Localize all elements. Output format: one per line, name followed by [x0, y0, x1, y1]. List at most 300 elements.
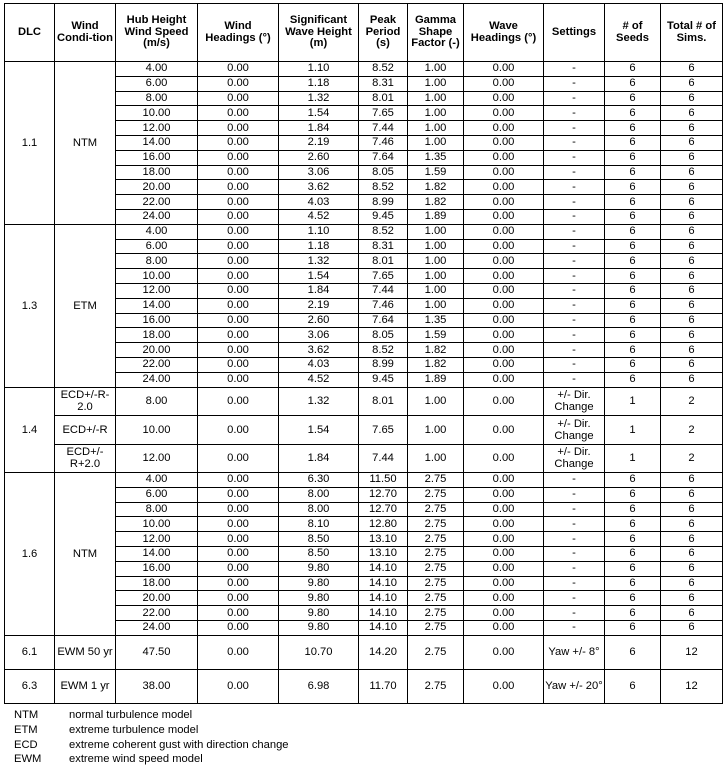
table-cell: 22.00 — [116, 357, 198, 372]
table-cell: 0.00 — [198, 343, 279, 358]
table-cell: 3.62 — [279, 343, 359, 358]
table-cell: 2.75 — [408, 517, 464, 532]
table-cell: - — [544, 591, 605, 606]
table-cell: 10.00 — [116, 106, 198, 121]
table-cell: 16.00 — [116, 150, 198, 165]
table-cell: 1.1 — [5, 62, 55, 225]
table-cell: 0.00 — [464, 180, 544, 195]
table-cell: 9.45 — [359, 372, 408, 387]
table-cell: 1.00 — [408, 76, 464, 91]
table-cell: 0.00 — [198, 372, 279, 387]
table-cell: ECD+/-R-2.0 — [55, 387, 116, 416]
table-row — [5, 635, 723, 669]
table-cell: 4.00 — [116, 62, 198, 77]
table-cell: 0.00 — [464, 269, 544, 284]
table-cell: 0.00 — [464, 502, 544, 517]
table-cell: 1.82 — [408, 180, 464, 195]
table-cell: - — [544, 135, 605, 150]
table-cell: 1.00 — [408, 283, 464, 298]
table-cell: 6 — [661, 473, 723, 488]
column-header: Total # of Sims. — [661, 4, 723, 62]
table-cell: 6 — [661, 135, 723, 150]
table-cell: 2.75 — [408, 532, 464, 547]
table-cell: 6 — [661, 517, 723, 532]
table-cell: 0.00 — [464, 283, 544, 298]
table-cell: 6 — [661, 150, 723, 165]
table-cell: 2.60 — [279, 313, 359, 328]
table-cell: 13.10 — [359, 547, 408, 562]
legend-item — [14, 738, 289, 753]
table-cell: - — [544, 195, 605, 210]
table-cell: 6 — [661, 180, 723, 195]
table-cell: ECD+/-R — [55, 416, 116, 445]
table-cell: 0.00 — [198, 209, 279, 224]
table-cell: 4.03 — [279, 195, 359, 210]
table-cell: 0.00 — [198, 150, 279, 165]
legend-abbreviation: EWM — [14, 753, 42, 766]
table-cell: 6 — [605, 239, 661, 254]
table-cell: 6 — [605, 269, 661, 284]
table-cell: 1.35 — [408, 150, 464, 165]
table-cell: 1.00 — [408, 91, 464, 106]
legend-description: extreme turbulence model — [69, 723, 199, 736]
table-cell: 6 — [661, 269, 723, 284]
table-cell: 1 — [605, 416, 661, 445]
table-cell: 6.00 — [116, 487, 198, 502]
table-cell: 9.80 — [279, 606, 359, 621]
table-cell: 9.45 — [359, 209, 408, 224]
table-cell: 1.54 — [279, 106, 359, 121]
table-cell: 3.62 — [279, 180, 359, 195]
header-row — [5, 4, 723, 62]
table-cell: 0.00 — [198, 239, 279, 254]
table-cell: 6 — [605, 606, 661, 621]
table-cell: 6 — [661, 195, 723, 210]
table-cell: 0.00 — [198, 473, 279, 488]
legend-description: extreme wind speed model — [69, 753, 203, 766]
table-cell: 8.52 — [359, 180, 408, 195]
table-cell: 6 — [661, 298, 723, 313]
table-cell: - — [544, 62, 605, 77]
table-cell: 1.6 — [5, 473, 55, 636]
table-cell: 1.59 — [408, 165, 464, 180]
table-cell: 2.60 — [279, 150, 359, 165]
table-row — [5, 416, 723, 445]
table-cell: 0.00 — [198, 165, 279, 180]
table-cell: 6 — [605, 591, 661, 606]
table-cell: 1.32 — [279, 254, 359, 269]
table-cell: 2.75 — [408, 547, 464, 562]
table-cell: 6 — [605, 165, 661, 180]
table-cell: 0.00 — [464, 224, 544, 239]
table-cell: 6 — [661, 313, 723, 328]
table-cell: 6 — [661, 76, 723, 91]
table-cell: - — [544, 532, 605, 547]
table-cell: 0.00 — [464, 576, 544, 591]
table-cell: - — [544, 487, 605, 502]
table-cell: 0.00 — [464, 621, 544, 636]
table-cell: 4.00 — [116, 473, 198, 488]
table-cell: 0.00 — [198, 635, 279, 669]
table-cell: - — [544, 343, 605, 358]
table-cell: 14.00 — [116, 135, 198, 150]
table-cell: 6 — [605, 621, 661, 636]
table-cell: 0.00 — [464, 357, 544, 372]
table-cell: 1.00 — [408, 416, 464, 445]
table-cell: EWM 1 yr — [55, 669, 116, 703]
table-cell: - — [544, 91, 605, 106]
table-cell: 1.18 — [279, 239, 359, 254]
table-cell: 12.00 — [116, 532, 198, 547]
legend-description: extreme coherent gust with direction change — [69, 738, 289, 751]
table-cell: - — [544, 328, 605, 343]
table-cell: 1.00 — [408, 269, 464, 284]
table-cell: 6 — [661, 502, 723, 517]
table-cell: 8.52 — [359, 62, 408, 77]
table-cell: - — [544, 372, 605, 387]
table-cell: 0.00 — [464, 165, 544, 180]
table-cell: 4.00 — [116, 224, 198, 239]
table-cell: 1.00 — [408, 135, 464, 150]
table-cell: 0.00 — [464, 532, 544, 547]
column-header: # of Seeds — [605, 4, 661, 62]
table-cell: 8.52 — [359, 224, 408, 239]
legend-abbreviation: ECD — [14, 738, 38, 751]
table-cell: 20.00 — [116, 180, 198, 195]
table-cell: 0.00 — [464, 209, 544, 224]
table-cell: - — [544, 269, 605, 284]
table-cell: 4.52 — [279, 209, 359, 224]
table-cell: 8.50 — [279, 547, 359, 562]
table-cell: - — [544, 165, 605, 180]
table-cell: 0.00 — [198, 547, 279, 562]
table-cell: 1.32 — [279, 91, 359, 106]
table-cell: 6 — [661, 576, 723, 591]
table-cell: - — [544, 254, 605, 269]
table-cell: 6 — [605, 547, 661, 562]
table-cell: 0.00 — [464, 635, 544, 669]
table-cell: 3.06 — [279, 328, 359, 343]
table-cell: 2.75 — [408, 502, 464, 517]
table-cell: 0.00 — [198, 298, 279, 313]
table-cell: 0.00 — [198, 669, 279, 703]
table-cell: 6 — [661, 591, 723, 606]
table-cell: 2.75 — [408, 561, 464, 576]
table-cell: 0.00 — [464, 444, 544, 473]
table-cell: 6 — [605, 532, 661, 547]
table-cell: 1.32 — [279, 387, 359, 416]
table-cell: 6 — [661, 547, 723, 562]
table-cell: 6 — [661, 532, 723, 547]
table-cell: NTM — [55, 473, 116, 636]
table-cell: 0.00 — [198, 561, 279, 576]
table-cell: 13.10 — [359, 532, 408, 547]
table-cell: 1.84 — [279, 283, 359, 298]
table-cell: NTM — [55, 62, 116, 225]
table-cell: 1.82 — [408, 343, 464, 358]
table-cell: - — [544, 606, 605, 621]
table-cell: 2.75 — [408, 669, 464, 703]
table-cell: 1.00 — [408, 121, 464, 136]
table-cell: 6 — [661, 62, 723, 77]
table-cell: 2.19 — [279, 298, 359, 313]
table-row — [5, 224, 723, 239]
table-cell: 6.98 — [279, 669, 359, 703]
table-cell: 0.00 — [198, 91, 279, 106]
table-cell: 6.1 — [5, 635, 55, 669]
table-cell: 8.50 — [279, 532, 359, 547]
table-cell: 6 — [605, 328, 661, 343]
table-cell: 1.84 — [279, 444, 359, 473]
table-cell: - — [544, 239, 605, 254]
table-cell: 8.99 — [359, 195, 408, 210]
table-cell: 6 — [605, 517, 661, 532]
table-cell: 0.00 — [198, 502, 279, 517]
table-cell: 0.00 — [464, 62, 544, 77]
table-cell: 6 — [605, 473, 661, 488]
column-header: Wind Headings (°) — [198, 4, 279, 62]
table-cell: 7.44 — [359, 283, 408, 298]
column-header: Wave Headings (°) — [464, 4, 544, 62]
table-cell: 0.00 — [464, 195, 544, 210]
table-cell: 7.46 — [359, 298, 408, 313]
table-cell: - — [544, 224, 605, 239]
table-row — [5, 444, 723, 473]
table-cell: 1.89 — [408, 372, 464, 387]
table-cell: 1.00 — [408, 254, 464, 269]
table-cell: 6.3 — [5, 669, 55, 703]
table-cell: EWM 50 yr — [55, 635, 116, 669]
table-cell: 7.65 — [359, 106, 408, 121]
table-cell: 6.00 — [116, 239, 198, 254]
table-cell: 8.52 — [359, 343, 408, 358]
table-cell: +/- Dir. Change — [544, 387, 605, 416]
table-cell: 6 — [661, 165, 723, 180]
table-cell: 6 — [661, 343, 723, 358]
table-cell: 2.19 — [279, 135, 359, 150]
table-cell: 8.01 — [359, 91, 408, 106]
table-row — [5, 387, 723, 416]
legend-item — [14, 723, 289, 738]
table-cell: 14.00 — [116, 298, 198, 313]
table-cell: 6 — [605, 343, 661, 358]
table-cell: 0.00 — [198, 76, 279, 91]
table-cell: 8.00 — [279, 502, 359, 517]
table-cell: - — [544, 106, 605, 121]
table-cell: 16.00 — [116, 313, 198, 328]
table-cell: 0.00 — [464, 135, 544, 150]
table-cell: - — [544, 283, 605, 298]
table-cell: 9.80 — [279, 576, 359, 591]
table-cell: 2.75 — [408, 635, 464, 669]
table-row — [5, 62, 723, 77]
table-cell: 1.4 — [5, 387, 55, 473]
table-cell: 8.10 — [279, 517, 359, 532]
table-cell: 2.75 — [408, 473, 464, 488]
dlc-table — [4, 3, 723, 704]
table-cell: - — [544, 209, 605, 224]
table-cell: 1.54 — [279, 416, 359, 445]
table-cell: 6 — [605, 135, 661, 150]
table-cell: 2 — [661, 387, 723, 416]
table-cell: - — [544, 357, 605, 372]
column-header: DLC — [5, 4, 55, 62]
table-cell: 0.00 — [198, 387, 279, 416]
legend-item — [14, 708, 289, 723]
table-cell: 22.00 — [116, 195, 198, 210]
table-cell: 0.00 — [464, 91, 544, 106]
table-cell: 12.00 — [116, 121, 198, 136]
table-cell: 3.06 — [279, 165, 359, 180]
table-cell: 1.00 — [408, 387, 464, 416]
table-cell: 22.00 — [116, 606, 198, 621]
table-cell: 6 — [661, 621, 723, 636]
table-cell: 0.00 — [464, 343, 544, 358]
table-cell: 18.00 — [116, 576, 198, 591]
table-cell: 0.00 — [198, 621, 279, 636]
table-cell: 24.00 — [116, 209, 198, 224]
table-cell: 0.00 — [198, 283, 279, 298]
table-cell: 6 — [605, 254, 661, 269]
table-cell: 1.35 — [408, 313, 464, 328]
column-header: Settings — [544, 4, 605, 62]
table-cell: 7.64 — [359, 313, 408, 328]
table-cell: 6 — [605, 180, 661, 195]
table-cell: 8.00 — [116, 254, 198, 269]
table-cell: 0.00 — [198, 180, 279, 195]
table-cell: 6 — [605, 576, 661, 591]
table-cell: 6 — [661, 121, 723, 136]
table-cell: 6 — [661, 254, 723, 269]
table-cell: 16.00 — [116, 561, 198, 576]
table-cell: - — [544, 621, 605, 636]
table-cell: 2.75 — [408, 576, 464, 591]
table-cell: 24.00 — [116, 621, 198, 636]
table-cell: 14.10 — [359, 621, 408, 636]
table-cell: 12.70 — [359, 502, 408, 517]
table-cell: 0.00 — [198, 606, 279, 621]
table-cell: 8.00 — [116, 502, 198, 517]
table-cell: - — [544, 547, 605, 562]
table-cell: 12.00 — [116, 444, 198, 473]
table-cell: 1.82 — [408, 357, 464, 372]
table-cell: 14.20 — [359, 635, 408, 669]
table-cell: 4.03 — [279, 357, 359, 372]
table-cell: 4.52 — [279, 372, 359, 387]
table-row — [5, 473, 723, 488]
table-cell: 14.10 — [359, 561, 408, 576]
table-cell: 8.31 — [359, 239, 408, 254]
table-cell: 0.00 — [198, 416, 279, 445]
table-cell: 24.00 — [116, 372, 198, 387]
table-cell: 47.50 — [116, 635, 198, 669]
table-cell: 6 — [605, 62, 661, 77]
table-cell: 2 — [661, 444, 723, 473]
table-cell: 1.82 — [408, 195, 464, 210]
table-cell: 6 — [605, 150, 661, 165]
table-cell: 0.00 — [464, 473, 544, 488]
table-cell: 9.80 — [279, 591, 359, 606]
table-cell: +/- Dir. Change — [544, 444, 605, 473]
table-cell: 8.01 — [359, 254, 408, 269]
table-cell: 1.00 — [408, 444, 464, 473]
table-cell: 6 — [605, 91, 661, 106]
table-cell: 1.10 — [279, 224, 359, 239]
table-cell: 0.00 — [198, 591, 279, 606]
table-cell: 1.00 — [408, 106, 464, 121]
table-cell: 0.00 — [464, 561, 544, 576]
table-cell: - — [544, 561, 605, 576]
table-cell: 12.80 — [359, 517, 408, 532]
table-cell: 6 — [661, 561, 723, 576]
table-cell: 1.00 — [408, 62, 464, 77]
column-header: Significant Wave Height (m) — [279, 4, 359, 62]
table-cell: 20.00 — [116, 343, 198, 358]
table-cell: 10.00 — [116, 416, 198, 445]
legend-item — [14, 752, 289, 767]
table-cell: 6 — [605, 502, 661, 517]
table-cell: 6 — [605, 195, 661, 210]
table-cell: 14.10 — [359, 591, 408, 606]
table-cell: - — [544, 76, 605, 91]
table-cell: 6 — [605, 487, 661, 502]
table-cell: 1.89 — [408, 209, 464, 224]
table-cell: 0.00 — [464, 121, 544, 136]
table-cell: 0.00 — [198, 328, 279, 343]
table-cell: 8.05 — [359, 165, 408, 180]
table-cell: 20.00 — [116, 591, 198, 606]
table-cell: 0.00 — [464, 387, 544, 416]
table-cell: 6.30 — [279, 473, 359, 488]
table-cell: 1 — [605, 387, 661, 416]
table-cell: - — [544, 517, 605, 532]
column-header: Gamma Shape Factor (-) — [408, 4, 464, 62]
table-cell: 10.00 — [116, 517, 198, 532]
table-cell: 9.80 — [279, 561, 359, 576]
table-cell: 8.05 — [359, 328, 408, 343]
table-cell: 1.10 — [279, 62, 359, 77]
table-cell: 7.44 — [359, 444, 408, 473]
table-cell: Yaw +/- 8° — [544, 635, 605, 669]
table-cell: 7.44 — [359, 121, 408, 136]
table-cell: 18.00 — [116, 328, 198, 343]
table-cell: 12.70 — [359, 487, 408, 502]
table-cell: 0.00 — [198, 62, 279, 77]
table-cell: - — [544, 576, 605, 591]
table-cell: 6 — [605, 224, 661, 239]
table-cell: 0.00 — [464, 487, 544, 502]
table-cell: 6 — [605, 76, 661, 91]
table-cell: 0.00 — [464, 76, 544, 91]
table-cell: - — [544, 502, 605, 517]
table-cell: 1.54 — [279, 269, 359, 284]
table-cell: 0.00 — [198, 357, 279, 372]
table-cell: 1.3 — [5, 224, 55, 387]
table-cell: 1.00 — [408, 224, 464, 239]
table-cell: 1.84 — [279, 121, 359, 136]
table-cell: 0.00 — [464, 606, 544, 621]
table-cell: - — [544, 298, 605, 313]
table-cell: +/- Dir. Change — [544, 416, 605, 445]
table-cell: 0.00 — [198, 269, 279, 284]
table-cell: 10.70 — [279, 635, 359, 669]
table-cell: ECD+/-R+2.0 — [55, 444, 116, 473]
table-row — [5, 669, 723, 703]
column-header: Peak Period (s) — [359, 4, 408, 62]
table-cell: 6 — [661, 209, 723, 224]
table-cell: 0.00 — [464, 254, 544, 269]
table-cell: 12 — [661, 635, 723, 669]
